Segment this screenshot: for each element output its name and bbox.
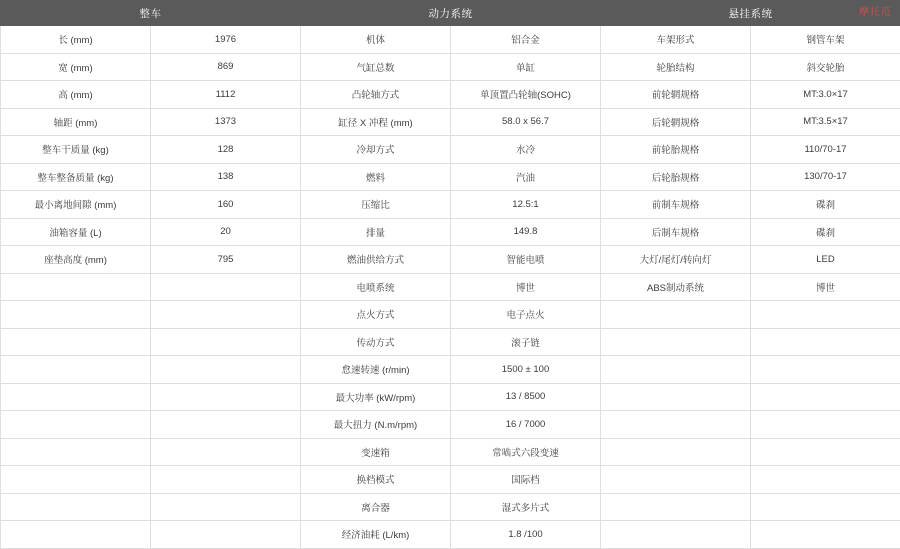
table-cell-empty: [751, 301, 900, 329]
watermark-label: 摩托范: [859, 3, 892, 18]
table-row: [1, 273, 900, 301]
table-row: [1, 191, 900, 219]
table-cell-powertrain-value: 58.0 x 56.7: [451, 108, 601, 136]
table-cell-empty: [751, 438, 900, 466]
table-cell-empty: [1, 383, 151, 411]
table-cell-empty: [1, 466, 151, 494]
table-row: [1, 493, 900, 521]
table-cell-powertrain-value: 湿式多片式: [451, 493, 601, 521]
table-row: [1, 411, 900, 439]
table-cell-empty: [751, 328, 900, 356]
table-cell-powertrain-value: 单缸: [451, 53, 601, 81]
table-cell-powertrain-value: 铝合金: [451, 26, 601, 54]
table-cell-vehicle-value: 1976: [151, 26, 301, 54]
table-cell-empty: [151, 438, 301, 466]
table-cell-powertrain-value: 智能电喷: [451, 246, 601, 274]
table-cell-vehicle-label: 最小离地间隙 (mm): [1, 191, 151, 219]
table-cell-powertrain-label: 点火方式: [301, 301, 451, 329]
table-cell-suspension-value: MT:3.5×17: [751, 108, 900, 136]
table-cell-empty: [151, 383, 301, 411]
table-cell-vehicle-label: 整车干质量 (kg): [1, 136, 151, 164]
table-cell-powertrain-label: 离合器: [301, 493, 451, 521]
table-cell-powertrain-label: 变速箱: [301, 438, 451, 466]
table-cell-empty: [151, 273, 301, 301]
table-cell-powertrain-label: 燃油供给方式: [301, 246, 451, 274]
table-cell-vehicle-value: 1112: [151, 81, 301, 109]
table-cell-powertrain-value: 常啮式六段变速: [451, 438, 601, 466]
table-cell-empty: [601, 328, 751, 356]
table-row: [1, 521, 900, 549]
table-cell-powertrain-label: 排量: [301, 218, 451, 246]
table-row: [1, 356, 900, 384]
table-cell-powertrain-label: 传动方式: [301, 328, 451, 356]
table-cell-suspension-label: 前轮胎规格: [601, 136, 751, 164]
table-cell-empty: [601, 466, 751, 494]
table-cell-powertrain-value: 13 / 8500: [451, 383, 601, 411]
table-cell-empty: [1, 328, 151, 356]
table-cell-empty: [601, 356, 751, 384]
table-body: [1, 26, 900, 549]
table-cell-empty: [151, 301, 301, 329]
table-cell-suspension-label: 前轮辋规格: [601, 81, 751, 109]
table-cell-empty: [1, 493, 151, 521]
table-row: [1, 136, 900, 164]
table-cell-suspension-label: ABS制动系统: [601, 273, 751, 301]
table-cell-empty: [1, 356, 151, 384]
table-cell-powertrain-label: 最大功率 (kW/rpm): [301, 383, 451, 411]
table-header-group-vehicle: 整车: [1, 1, 301, 26]
table-cell-empty: [751, 521, 900, 549]
table-cell-powertrain-value: 1500 ± 100: [451, 356, 601, 384]
table-cell-powertrain-value: 12.5:1: [451, 191, 601, 219]
table-cell-vehicle-label: 油箱容量 (L): [1, 218, 151, 246]
table-row: [1, 81, 900, 109]
table-row: [1, 26, 900, 54]
table-cell-empty: [1, 273, 151, 301]
table-cell-powertrain-value: 水冷: [451, 136, 601, 164]
table-cell-empty: [601, 411, 751, 439]
table-cell-powertrain-value: 国际档: [451, 466, 601, 494]
table-cell-empty: [1, 438, 151, 466]
table-cell-vehicle-label: 高 (mm): [1, 81, 151, 109]
table-cell-powertrain-label: 凸轮轴方式: [301, 81, 451, 109]
table-cell-suspension-value: LED: [751, 246, 900, 274]
table-header: [1, 1, 900, 26]
table-cell-powertrain-label: 压缩比: [301, 191, 451, 219]
table-row: [1, 53, 900, 81]
table-cell-powertrain-value: 1.8 /100: [451, 521, 601, 549]
table-header-group-suspension: 悬挂系统: [601, 1, 900, 26]
table-cell-powertrain-value: 博世: [451, 273, 601, 301]
table-cell-vehicle-value: 138: [151, 163, 301, 191]
table-cell-powertrain-label: 燃料: [301, 163, 451, 191]
table-header-row: [1, 1, 900, 26]
table-cell-empty: [151, 411, 301, 439]
table-cell-powertrain-label: 气缸总数: [301, 53, 451, 81]
table-row: [1, 246, 900, 274]
table-cell-empty: [601, 383, 751, 411]
table-row: [1, 163, 900, 191]
table-row: [1, 218, 900, 246]
table-cell-empty: [751, 411, 900, 439]
table-cell-empty: [1, 301, 151, 329]
table-cell-empty: [151, 493, 301, 521]
table-cell-powertrain-value: 电子点火: [451, 301, 601, 329]
table-cell-powertrain-label: 怠速转速 (r/min): [301, 356, 451, 384]
table-cell-empty: [151, 328, 301, 356]
table-cell-vehicle-label: 长 (mm): [1, 26, 151, 54]
table-cell-powertrain-label: 电喷系统: [301, 273, 451, 301]
table-cell-suspension-label: 车架形式: [601, 26, 751, 54]
table-cell-empty: [751, 383, 900, 411]
table-cell-vehicle-value: 795: [151, 246, 301, 274]
table-cell-suspension-value: 碟刹: [751, 191, 900, 219]
table-cell-suspension-label: 后轮胎规格: [601, 163, 751, 191]
table-cell-vehicle-value: 128: [151, 136, 301, 164]
table-cell-suspension-value: 斜交轮胎: [751, 53, 900, 81]
table-cell-vehicle-label: 轴距 (mm): [1, 108, 151, 136]
table-cell-suspension-value: 110/70-17: [751, 136, 900, 164]
table-row: [1, 438, 900, 466]
table-cell-vehicle-value: 1373: [151, 108, 301, 136]
table-cell-empty: [1, 521, 151, 549]
table-cell-suspension-value: 130/70-17: [751, 163, 900, 191]
table-cell-powertrain-value: 149.8: [451, 218, 601, 246]
table-cell-vehicle-value: 20: [151, 218, 301, 246]
table-cell-vehicle-label: 宽 (mm): [1, 53, 151, 81]
table-row: [1, 328, 900, 356]
table-row: [1, 108, 900, 136]
table-cell-suspension-value: MT:3.0×17: [751, 81, 900, 109]
table-cell-powertrain-value: 滚子链: [451, 328, 601, 356]
table-cell-vehicle-value: 160: [151, 191, 301, 219]
table-cell-suspension-label: 后制车规格: [601, 218, 751, 246]
table-row: [1, 383, 900, 411]
table-cell-empty: [601, 301, 751, 329]
table-cell-powertrain-value: 16 / 7000: [451, 411, 601, 439]
table-cell-powertrain-label: 换档模式: [301, 466, 451, 494]
table-cell-powertrain-label: 最大扭力 (N.m/rpm): [301, 411, 451, 439]
table-cell-empty: [1, 411, 151, 439]
table-cell-empty: [601, 493, 751, 521]
table-cell-powertrain-value: 单顶置凸轮轴(SOHC): [451, 81, 601, 109]
table-cell-suspension-label: 前制车规格: [601, 191, 751, 219]
table-cell-empty: [751, 466, 900, 494]
table-cell-empty: [151, 521, 301, 549]
table-cell-empty: [751, 356, 900, 384]
table-cell-empty: [151, 466, 301, 494]
table-cell-suspension-label: 大灯/尾灯/转向灯: [601, 246, 751, 274]
table-cell-vehicle-label: 整车整备质量 (kg): [1, 163, 151, 191]
table-cell-powertrain-label: 缸径 X 冲程 (mm): [301, 108, 451, 136]
table-cell-empty: [751, 493, 900, 521]
table-cell-suspension-label: 轮胎结构: [601, 53, 751, 81]
table-cell-powertrain-label: 经济油耗 (L/km): [301, 521, 451, 549]
table-row: [1, 301, 900, 329]
table-cell-powertrain-value: 汽油: [451, 163, 601, 191]
table-cell-empty: [601, 438, 751, 466]
table-cell-empty: [151, 356, 301, 384]
table-cell-suspension-label: 后轮辋规格: [601, 108, 751, 136]
table-cell-empty: [601, 521, 751, 549]
table-header-group-powertrain: 动力系统: [301, 1, 601, 26]
table-cell-vehicle-label: 座垫高度 (mm): [1, 246, 151, 274]
table-cell-suspension-value: 博世: [751, 273, 900, 301]
table-row: [1, 466, 900, 494]
table-cell-vehicle-value: 869: [151, 53, 301, 81]
table-cell-suspension-value: 碟刹: [751, 218, 900, 246]
table-cell-powertrain-label: 冷却方式: [301, 136, 451, 164]
table-cell-suspension-value: 钢管车架: [751, 26, 900, 54]
table-cell-powertrain-label: 机体: [301, 26, 451, 54]
